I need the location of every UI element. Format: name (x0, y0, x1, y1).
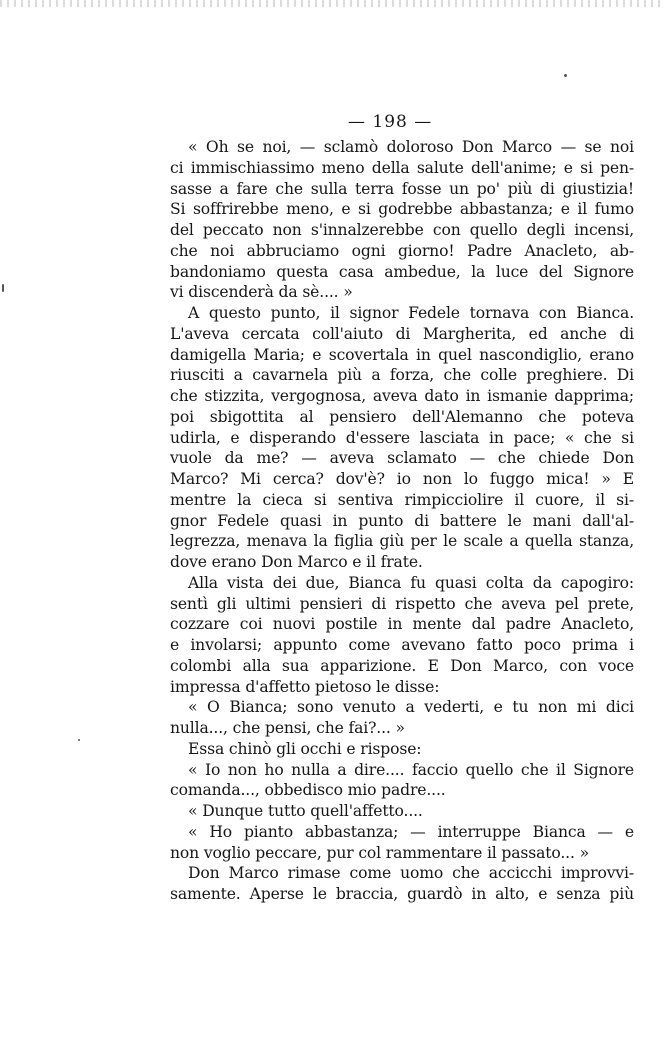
text-line: legrezza, menava la figlia giù per le scale a quella stanza, (170, 532, 634, 551)
text-line: dove erano Don Marco e il frate. (170, 553, 423, 571)
text-line: bandoniamo questa casa ambedue, la luce del Signore (170, 262, 634, 281)
text-line: che noi abbruciamo ogni giorno! Padre Anacleto, ab- (170, 241, 634, 260)
ink-speck (564, 74, 567, 77)
text-line: Si soffrirebbe meno, e si godrebbe abbastanza; e il fumo (170, 200, 634, 219)
text-line: mentre la cieca si sentiva rimpicciolire il cuore, il si- (170, 490, 634, 509)
text-line: samente. Aperse le braccia, guardò in alto, e senza più (170, 885, 634, 903)
text-line: « Ho pianto abbastanza; — interruppe Bianca — e (188, 822, 634, 841)
text-line: nulla..., che pensi, che fai?... » (170, 719, 405, 737)
text-line: L'aveva cercata coll'aiuto di Margherita, ed anche di (170, 324, 634, 343)
text-line: del peccato non s'innalzerebbe con quello degli incensi, (170, 221, 634, 239)
scan-top-edge (0, 0, 664, 7)
text-line: impressa d'affetto pietoso le disse: (170, 677, 440, 696)
ink-speck (78, 739, 80, 741)
text-line: « Dunque tutto quell'affetto.... (188, 802, 423, 820)
text-line: udirla, e disperando d'essere lasciata in pace; « che si (170, 428, 634, 447)
text-line: e involarsi; appunto come avevano fatto poco prima i (170, 636, 634, 654)
text-line: poi sbigottita al pensiero dell'Alemanno che poteva (170, 407, 634, 426)
ink-speck (2, 284, 4, 292)
text-line: Alla vista dei due, Bianca fu quasi colta da capogiro: (188, 573, 634, 592)
text-line: che stizzita, vergognosa, aveva dato in ismanie dapprima; (170, 387, 634, 405)
text-line: vi discenderà da sè.... » (170, 283, 353, 302)
text-line: comanda..., obbedisco mio padre.... (170, 781, 446, 800)
text-line: riusciti a cavarnela più a forza, che colle preghiere. Di (170, 366, 634, 385)
text-line: cozzare coi nuovi postile in mente dal padre Anacleto, (170, 615, 634, 634)
page-number: — 198 — (348, 112, 433, 132)
text-line: « Oh se noi, — sclamò doloroso Don Marco — se noi (188, 138, 634, 156)
text-line: colombi alla sua apparizione. E Don Marco, con voce (170, 656, 634, 675)
text-line: Marco? Mi cerca? dov'è? io non lo fuggo mica! » E (170, 470, 634, 488)
text-line: vuole da me? — aveva sclamato — che chiede Don (170, 449, 634, 468)
text-line: sasse a fare che sulla terra fosse un po' più di giustizia! (170, 179, 634, 198)
text-line: ci immischiassimo meno della salute dell'anime; e si pen- (170, 158, 634, 177)
text-line: « Io non ho nulla a dire.... faccio quello che il Signore (188, 760, 634, 779)
text-line: damigella Maria; e scovertala in quel nascondiglio, erano (170, 345, 634, 364)
text-line: sentì gli ultimi pensieri di rispetto che aveva pel prete, (170, 594, 634, 613)
text-line: gnor Fedele quasi in punto di battere le mani dall'al- (170, 511, 634, 530)
text-line: A questo punto, il signor Fedele tornava con Bianca. (188, 304, 634, 322)
body-text (170, 137, 634, 905)
text-line: « O Bianca; sono venuto a vederti, e tu non mi dici (188, 698, 634, 717)
text-line: Essa chinò gli occhi e rispose: (188, 739, 422, 758)
text-line: non voglio peccare, pur col rammentare il passato... » (170, 843, 589, 862)
text-line: Don Marco rimase come uomo che accicchi improvvi- (188, 864, 634, 883)
